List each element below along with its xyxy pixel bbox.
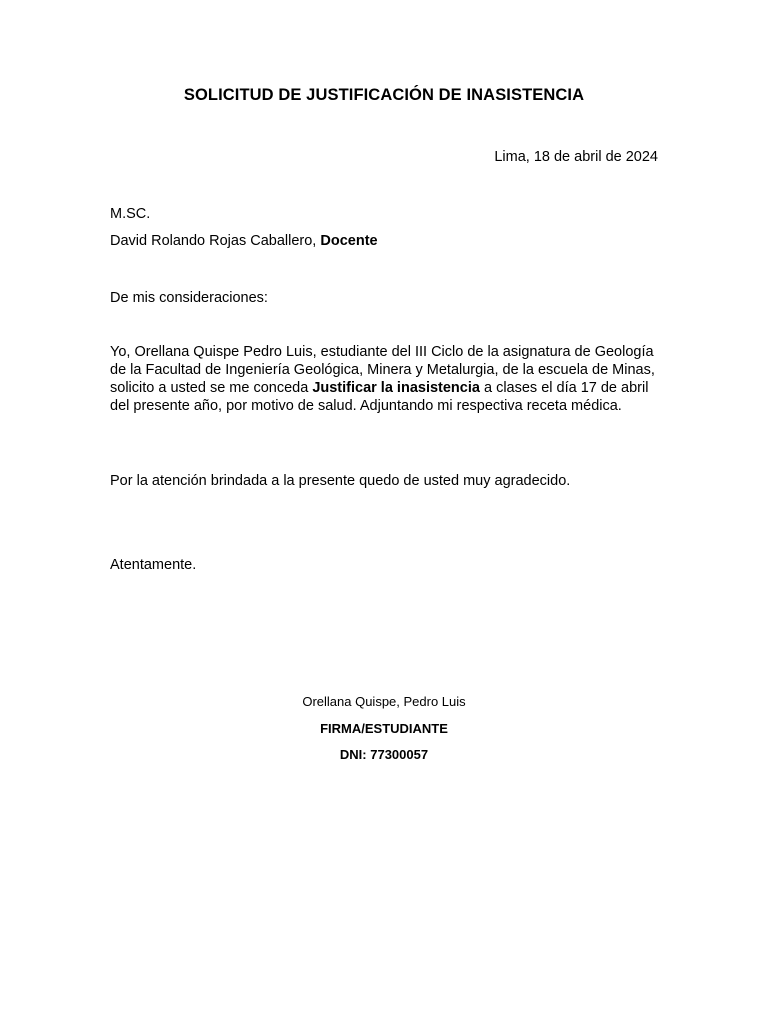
body-emphasis: Justificar la inasistencia: [312, 380, 480, 396]
signature-role: FIRMA/ESTUDIANTE: [320, 721, 448, 736]
document-title: SOLICITUD DE JUSTIFICACIÓN DE INASISTENCIA: [183, 86, 585, 104]
thanks-paragraph: Por la atención brindada a la presente quedo de usted muy agradecido.: [110, 473, 571, 489]
greeting: De mis consideraciones:: [110, 290, 268, 306]
recipient-line: [110, 232, 660, 250]
signature-dni: DNI: 77300057: [339, 747, 429, 762]
letter-date: Lima, 18 de abril de 2024: [494, 149, 658, 165]
recipient-honorific: M.SC.: [110, 206, 151, 222]
closing: Atentamente.: [110, 557, 197, 573]
recipient-role: Docente: [320, 233, 378, 249]
signature-name: Orellana Quispe, Pedro Luis: [302, 694, 466, 709]
body-paragraph: [110, 343, 660, 415]
body-text-start: Yo, Orellana Quispe Pedro Luis, estudiante del III Ciclo de la asignatura de Geología de la Facultad de Ingeniería Geológica, Minera y Metalurgia, de la escuela de Minas, solicito a usted se me conceda: [110, 344, 655, 396]
body-text-end: a clases el día 17 de abril del presente año, por motivo de salud. Adjuntando mi respectiva receta médica.: [110, 380, 649, 414]
recipient-name: David Rolando Rojas Caballero,: [110, 233, 317, 249]
